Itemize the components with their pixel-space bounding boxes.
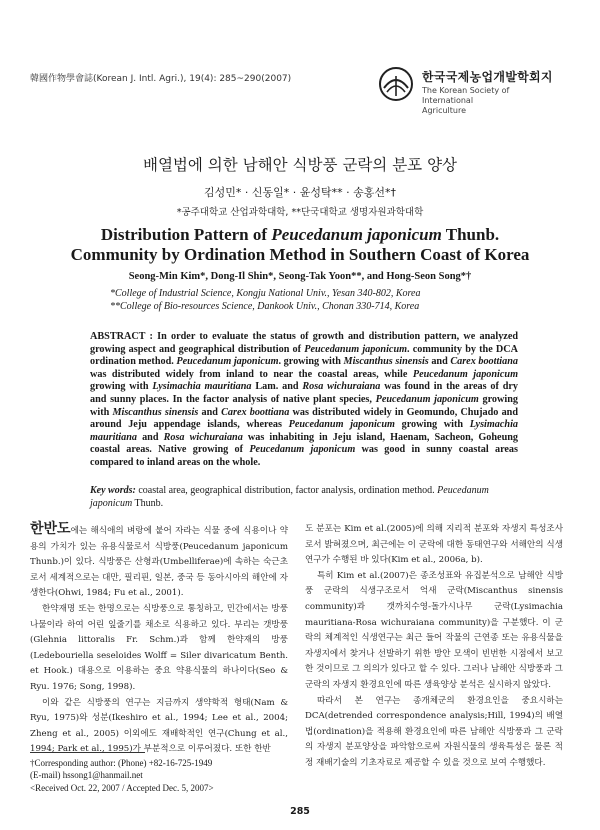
authors-korean: 김성민* · 신동일* · 윤성탁** · 송홍선*† xyxy=(204,186,396,199)
affiliation-english: *College of Industrial Science, Kongju National Univ., Yesan 340-802, Korea **College of Bio-resources Science, Dankook Univ., Chonan 330-714, Korea xyxy=(110,288,421,312)
body-paragraph: 따라서 본 연구는 종개체군의 환경요인을 중요시하는 DCA(detrended correspondence analysis;Hill, 1994)의 배열법(ordination)을 적용해 환경요인에 따른 남해안 식방풍과 그 군락의 자생지 분포양상을 파악함으로써 자원식물의 생육특성은 물론 적정 재배기술의 기초자료로 제공할 수 있을 것으로 보여 수행했다. xyxy=(305,695,563,768)
society-logo xyxy=(378,64,568,114)
title-english: Distribution Pattern of Peucedanum japonicum Thunb. Community by Ordination Method in Southern Coast of Korea xyxy=(70,225,530,264)
page-number: 285 xyxy=(290,806,310,817)
affiliation-korean: *공주대학교 산업과학대학, **단국대학교 생명자원과학대학 xyxy=(176,207,424,218)
society-name-english: The Korean Society of International Agriculture xyxy=(422,86,510,115)
abstract: ABSTRACT : In order to evaluate the status of growth and distribution pattern, we analyzed growing aspect and geographical distribution of Peucedanum japonicum. community by the DCA ordination method. Peucedanum japonicum. growing with Miscanthus sinensis and Carex boottiana was distributed widely from inland to near the coastal areas, while Peucedanum japonicum growing with Lysimachia mauritiana Lam. and Rosa wichuraiana was found in the areas of dry and sunny places. In the factor analysis of native plant species, Peucedanum japonicum growing with Miscanthus sinensis and Carex boottiana was distributed widely in Geomundo, Chujado and around Jeju appendage islands, whereas Peucedanum japonicum growing with Lysimachia mauritiana and Rosa wichuraiana was inhabiting in Jeju island, Haenam, Sacheon, Goheung coastal areas. Native growing of Peucedanum japonicum was good in sunny coastal areas compared to inland areas on the whole. xyxy=(90,331,519,468)
keywords: Key words: coastal area, geographical distribution, factor analysis, ordination method. Peucedanum japonicum Thunb. xyxy=(90,485,489,509)
title-korean: 배열법에 의한 남해안 식방풍 군락의 분포 양상 xyxy=(142,156,458,174)
body-paragraph: 특히 Kim et al.(2007)은 종조성표와 유집분석으로 남해안 식방풍 군락의 식생구조로서 억새 군락(Miscanthus sinensis community)과 갯까치수영-돌가시나무 군락(Lysimachia mauritiana-Rosa wichuraiana community)을 구분했다. 이 군락의 체계적인 식생연구는 최근 들어 작물의 근연종 또는 유용식물을 자생지에서 찾거나 선발하기 위한 방안 모색이 빈번한 시점에서 보고한 것이므로 그 의의가 있다고 할 수 있다. 그러나 남해안 식방풍과 그 군락의 자생지 환경요인에 따른 생육양상 분석은 실시하지 않았다. xyxy=(305,570,563,690)
society-emblem-icon xyxy=(378,66,414,102)
body-column-left xyxy=(30,522,288,758)
body-column-right xyxy=(305,522,563,772)
journal-reference: 韓國作物學會誌(Korean J. Intl. Agri.), 19(4): 285~290(2007) xyxy=(30,74,292,84)
body-paragraph: 한약재명 또는 한명으로는 식방풍으로 통칭하고, 민간에서는 방풍나물이라 하여 어린 잎줄기를 채소로 식용하고 있다. 부리는 갯방풍(Glehnia littoralis Fr. Schm.)과 함께 한약재의 방풍(Ledebouriella seseloides Wolff = Siler divaricatum Benth. et Hook.) 대용으로 이용하는 중요 약용식물의 하나이다(Seo & Ryu. 1976; Song, 1998). xyxy=(30,603,288,692)
society-name-korean: 한국국제농업개발학회지 xyxy=(422,70,553,84)
body-paragraph: 도 분포는 Kim et al.(2005)에 의해 지리적 분포와 자생지 특성조사로서 밝혀졌으며, 최근에는 이 군락에 대한 동태연구와 서해안의 식생연구가 수행된 바 있다(Kim et al., 2006a, b). xyxy=(305,524,563,566)
footnote: †Corresponding author: (Phone) +82-16-725-1949 (E-mail) hssong1@hanmail.net <Received Oct. 22, 2007 / Accepted Dec. 5, 2007> xyxy=(30,758,214,793)
footnote-divider xyxy=(30,752,145,753)
authors-english: Seong-Min Kim*, Dong-Il Shin*, Seong-Tak Yoon**, and Hong-Seon Song*† xyxy=(128,271,472,282)
body-paragraph: 이와 같은 식방풍의 연구는 지금까지 생약학적 형태(Nam & Ryu, 1975)와 성분(Ikeshiro et al., 1994; Lee et al., 2004; Zheng et al., 2005) 이외에도 재배학적인 연구(Chung et al., 1994; Park et al., 1995)가 부분적으로 이루어졌다. 또한 한반 xyxy=(30,697,288,755)
lead-word: 한반도 xyxy=(30,521,71,537)
body-paragraph: 한반도에는 해식애의 벼랑에 붙어 자라는 식물 중에 식용이나 약용의 가치가 있는 유용식물로서 식방풍(Peucedanum japonicum Thunb.)이 있다. 식방풍은 산형과(Umbelliferae)에 속하는 숙근초로서 세계적으로는 대만, 필리핀, 일본, 중국 등 동아시아의 해안에 자생한다(Ohwi, 1984; Fu et al., 2001). xyxy=(30,521,288,599)
